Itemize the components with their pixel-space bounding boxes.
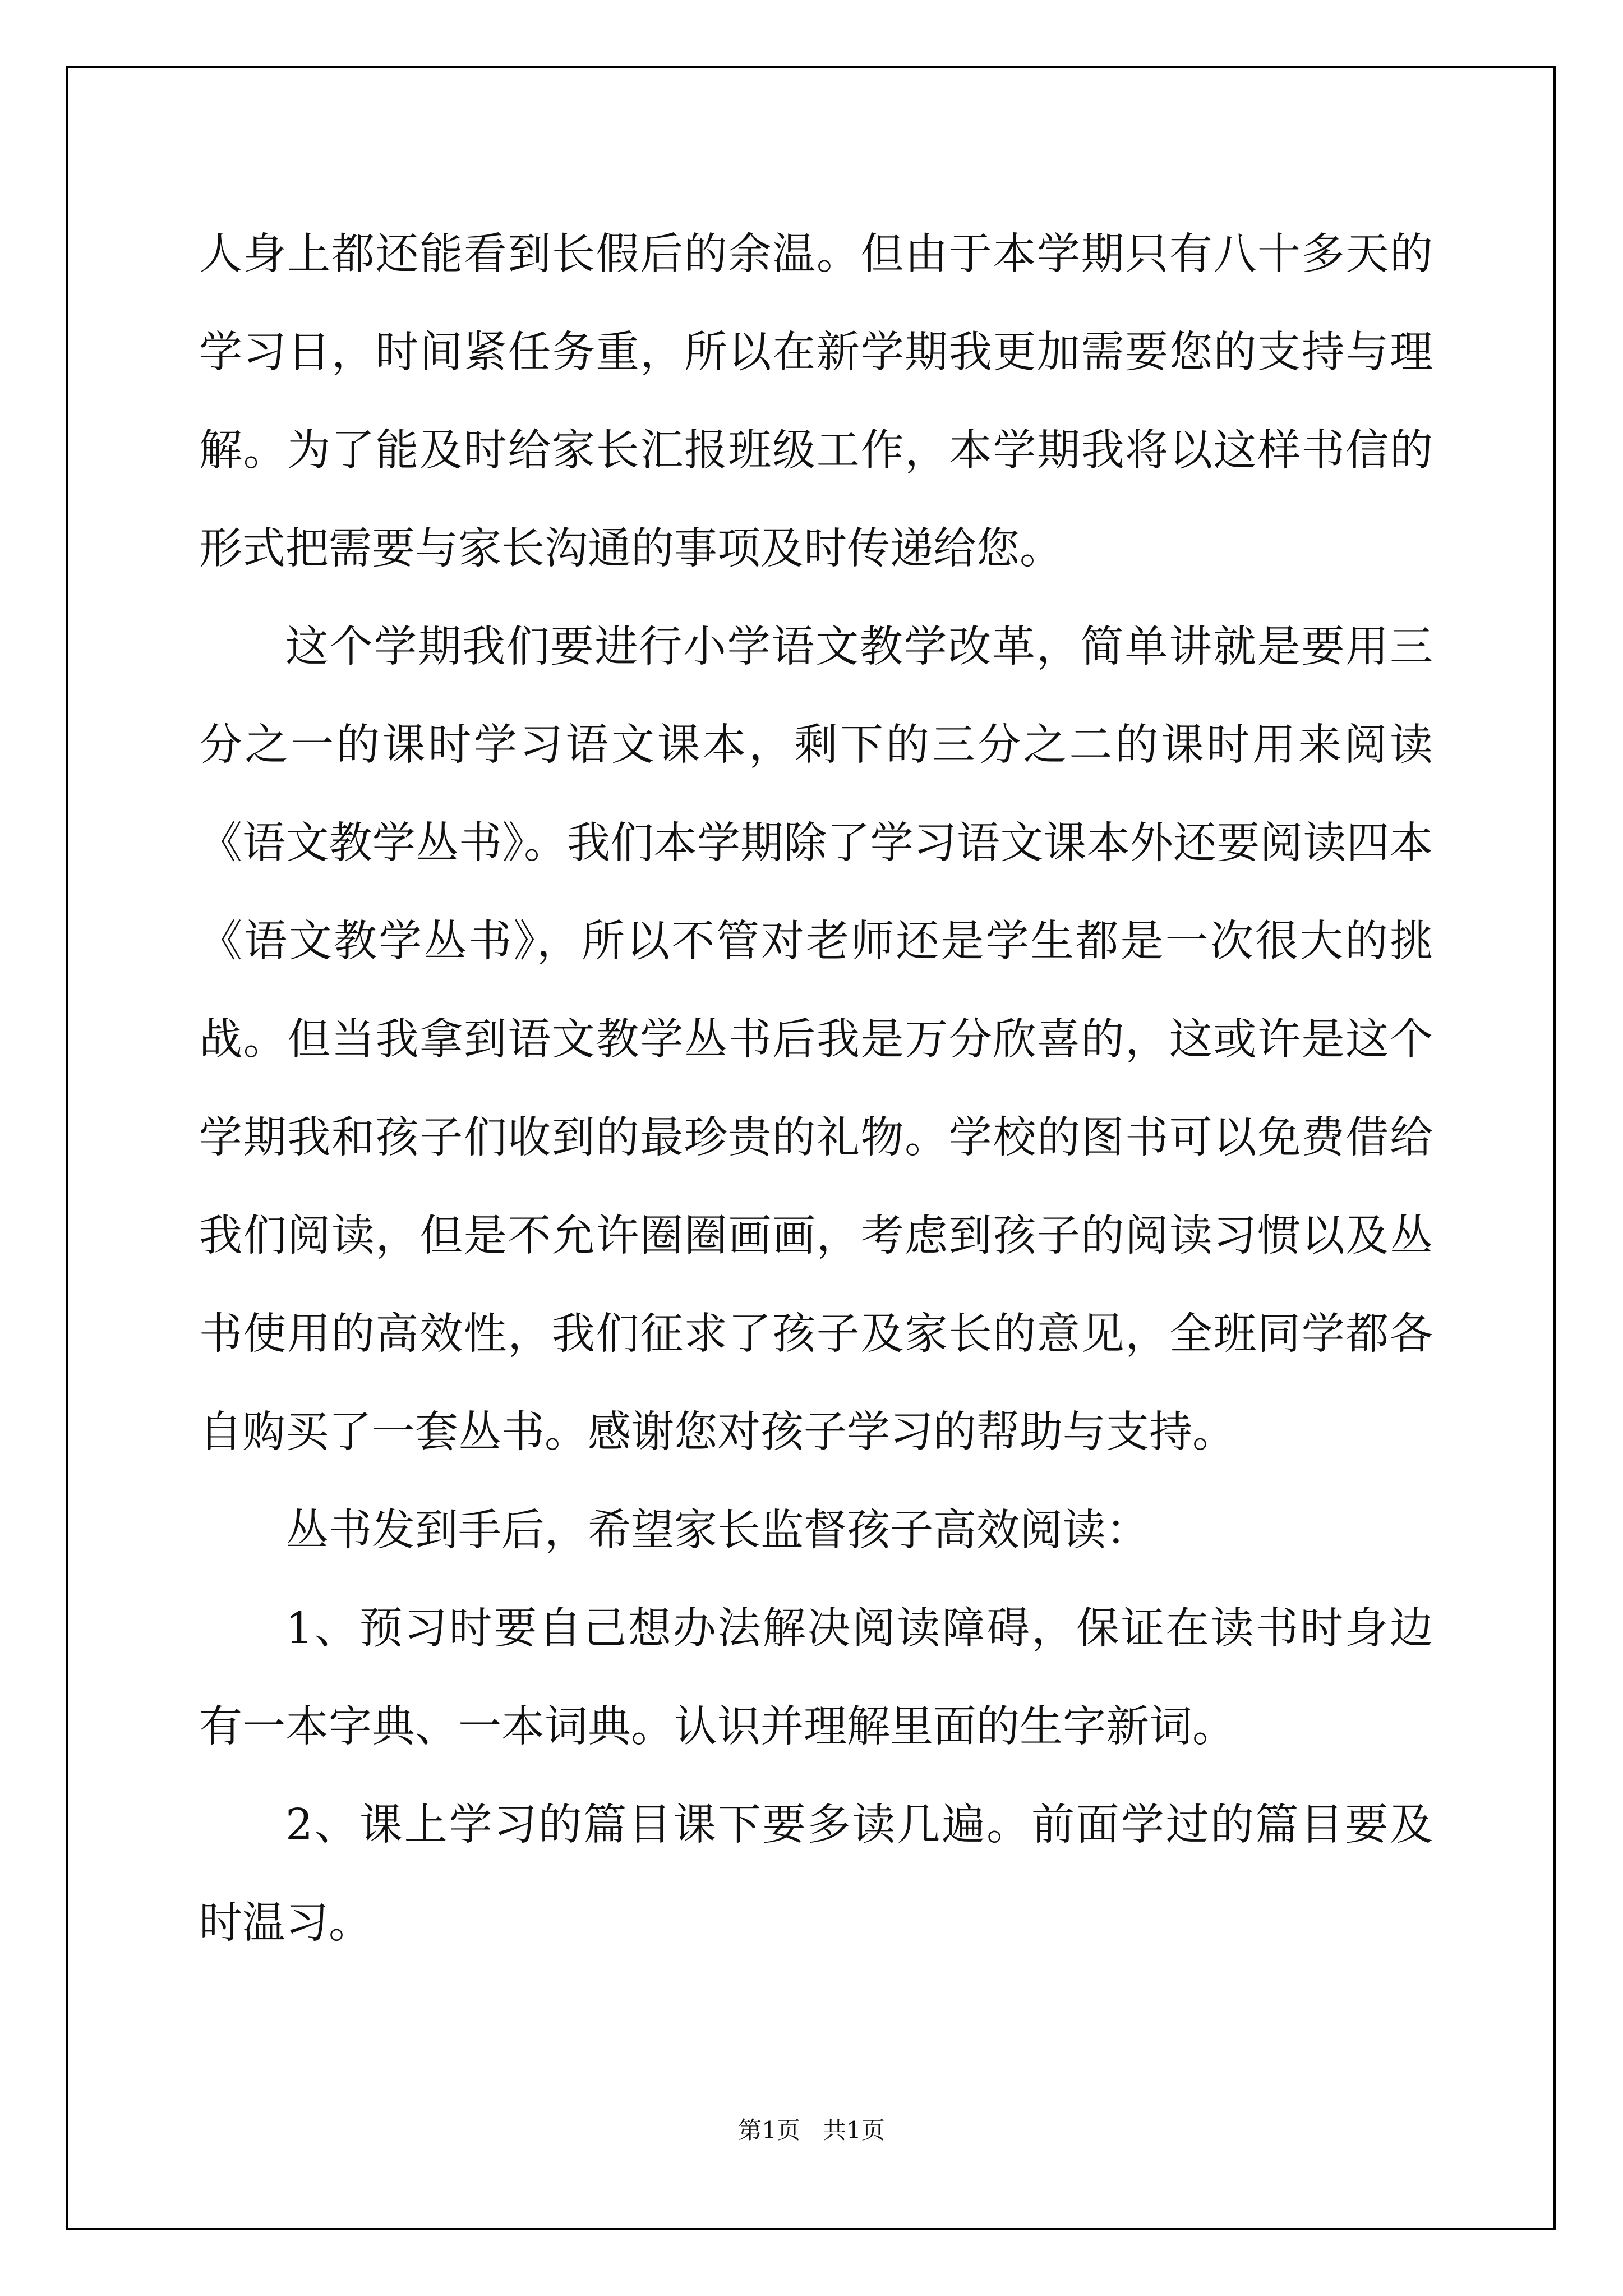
page-number: 第1页	[738, 2116, 800, 2144]
paragraph-1: 人身上都还能看到长假后的余温。但由于本学期只有八十多天的学习日，时间紧任务重，所以在新学期我更加需要您的支持与理解。为了能及时给家长汇报班级工作，本学期我将以这样书信的形式把需要与家长沟通的事项及时传递给您。	[199, 229, 1433, 574]
paragraph-5: 2、课上学习的篇目课下要多读几遍。前面学过的篇目要及时温习。	[199, 1800, 1433, 1948]
page-total: 共1页	[823, 2116, 885, 2144]
document-body	[199, 205, 1433, 1972]
paragraph-4: 1、预习时要自己想办法解决阅读障碍，保证在读书时身边有一本字典、一本词典。认识并理解里面的生字新词。	[199, 1604, 1433, 1752]
paragraph-2: 这个学期我们要进行小学语文教学改革，简单讲就是要用三分之一的课时学习语文课本，剩下的三分之二的课时用来阅读《语文教学丛书》。我们本学期除了学习语文课本外还要阅读四本《语文教学丛书》，所以不管对老师还是学生都是一次很大的挑战。但当我拿到语文教学丛书后我是万分欣喜的，这或许是这个学期我和孩子们收到的最珍贵的礼物。学校的图书可以免费借给我们阅读，但是不允许圈圈画画，考虑到孩子的阅读习惯以及丛书使用的高效性，我们征求了孩子及家长的意见，全班同学都各自购买了一套丛书。感谢您对孩子学习的帮助与支持。	[199, 622, 1433, 1457]
paragraph-3: 丛书发到手后，希望家长监督孩子高效阅读：	[285, 1506, 1149, 1556]
page-footer	[0, 2112, 1623, 2146]
